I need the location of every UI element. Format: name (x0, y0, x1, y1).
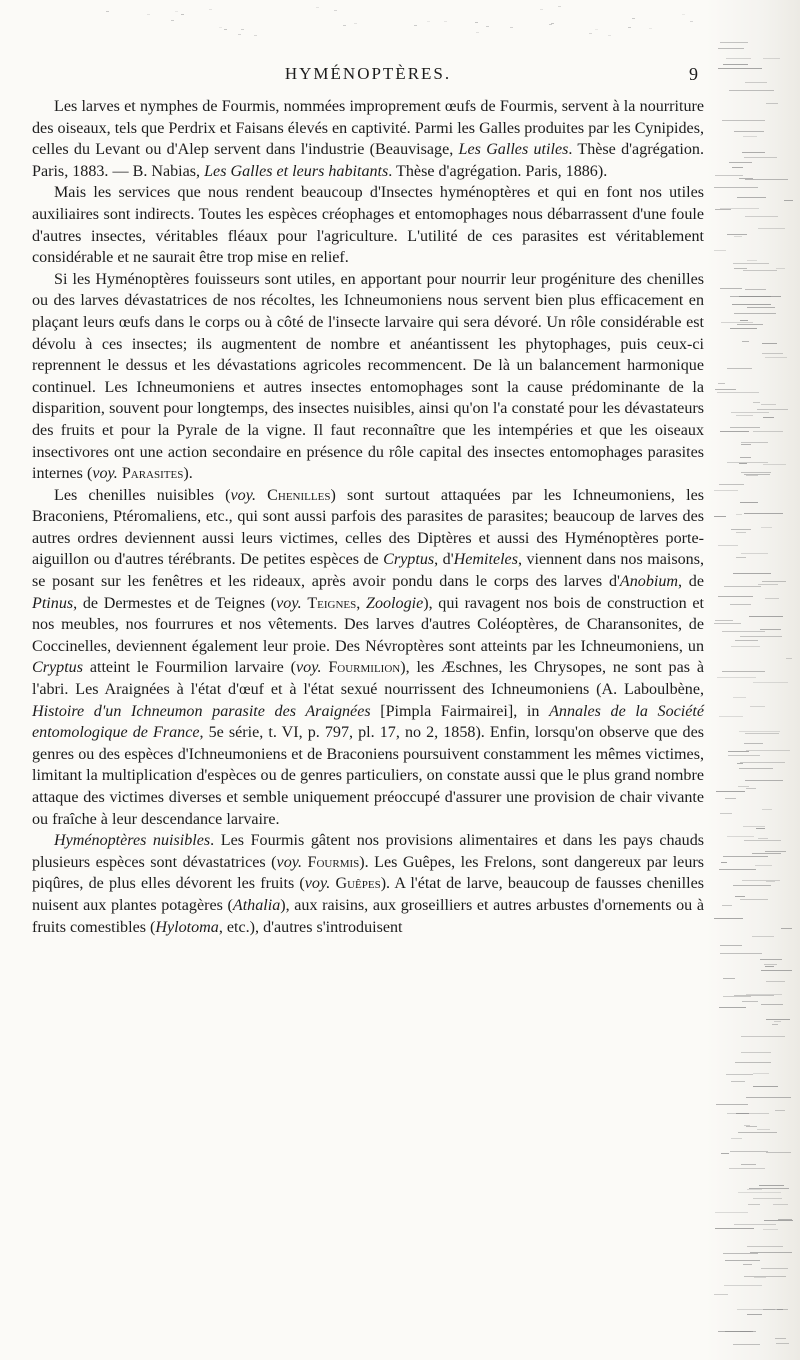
edge-mark (729, 162, 752, 163)
edge-mark (760, 959, 782, 960)
edge-mark (740, 502, 758, 503)
edge-mark (756, 828, 765, 829)
edge-mark (765, 598, 779, 599)
edge-mark (740, 320, 748, 321)
edge-mark (746, 475, 758, 476)
edge-mark (723, 856, 768, 857)
edge-mark (742, 1001, 758, 1002)
edge-mark (736, 557, 746, 558)
edge-mark (738, 1132, 777, 1133)
edge-mark (758, 584, 778, 585)
edge-mark (720, 42, 748, 43)
edge-mark (741, 444, 751, 445)
text-run: ), les Æschnes, les Chrysopes, ne sont pas à l'abri. Les Araignées à l'état d'œuf et à l'état sexué nourrissent des Ichneumoniens (A. Laboulbène, (32, 659, 704, 699)
edge-mark (750, 706, 765, 707)
small-caps-text: Fourmilion (328, 659, 401, 677)
edge-mark (714, 918, 743, 919)
italic-text: Anobium (619, 573, 679, 591)
edge-mark (728, 751, 749, 752)
text-run: , (356, 594, 366, 612)
edge-mark (719, 716, 743, 717)
edge-mark (722, 671, 765, 672)
edge-mark (735, 896, 745, 897)
text-run: [Pimpla Fairmairei], in (370, 702, 550, 720)
edge-mark (728, 755, 760, 756)
edge-mark (715, 209, 731, 210)
edge-mark (738, 1192, 781, 1193)
italic-text: Athalia (232, 896, 281, 914)
edge-mark (781, 928, 792, 929)
text-run: ), aux raisins, aux groseilliers et autres arbustes d'ornements ou à fruits comestibles ( (32, 896, 704, 936)
edge-mark (741, 1052, 771, 1053)
edge-mark (776, 268, 785, 269)
edge-mark (760, 629, 781, 630)
edge-mark (715, 1212, 748, 1213)
edge-mark (723, 996, 751, 997)
edge-mark (742, 880, 780, 881)
edge-mark (775, 1110, 785, 1111)
edge-mark (739, 178, 753, 179)
edge-mark (729, 90, 774, 91)
text-run: , viennent dans nos maisons, se posant sur les fenêtres et les rideaux, après avoir pondu dans le corps des larves d' (32, 551, 704, 591)
edge-mark (753, 1198, 782, 1199)
text-run: , d' (434, 551, 454, 569)
edge-mark (758, 838, 768, 839)
text-run: . Thèse d'agrégation. Paris, 1883. — B. Nabias, (32, 141, 704, 180)
italic-text: Ptinus (32, 594, 74, 612)
edge-mark (766, 981, 785, 982)
edge-mark (732, 304, 771, 305)
edge-mark (734, 313, 776, 314)
edge-mark (763, 464, 786, 465)
edge-mark (734, 131, 764, 132)
edge-mark (722, 631, 765, 632)
edge-mark (730, 427, 760, 428)
text-run: Les chenilles nuisibles ( (54, 486, 231, 504)
edge-mark (714, 623, 741, 624)
edge-mark (736, 1113, 749, 1114)
edge-mark (744, 743, 763, 744)
edge-mark (715, 1228, 754, 1229)
edge-mark (744, 840, 781, 841)
text-run: ). A l'état de larve, beaucoup de fausses chenilles nuisent aux plantes potagères ( (32, 875, 704, 914)
edge-mark (717, 677, 756, 678)
edge-mark (745, 780, 783, 781)
edge-mark (772, 1024, 778, 1025)
edge-mark (744, 513, 783, 514)
edge-mark (727, 836, 754, 837)
edge-mark (715, 389, 736, 390)
edge-mark (731, 1138, 742, 1139)
edge-mark (747, 307, 775, 308)
edge-mark (725, 798, 736, 799)
edge-mark (766, 881, 775, 882)
edge-mark (737, 324, 763, 325)
italic-text: voy. (276, 594, 302, 612)
edge-mark (746, 1097, 791, 1098)
edge-mark (764, 1220, 793, 1221)
edge-mark (733, 697, 746, 698)
paragraph (32, 485, 704, 831)
edge-mark (741, 1164, 756, 1165)
edge-mark (714, 516, 726, 517)
edge-mark (729, 1168, 765, 1169)
edge-mark (742, 341, 749, 342)
edge-mark (714, 187, 758, 188)
edge-mark (746, 750, 790, 751)
edge-mark (722, 905, 732, 906)
paragraph (32, 269, 704, 485)
text-run: ), qui ravagent nos bois de construction et nos meubles, nos fourrures et nos vêtements. Des larves d'autres Coléoptères, de Charansonites, de Coccinelles, deviennent également leur proie. Des Névroptères sont atteints par les Ichneumoniens, un (32, 594, 704, 655)
text-run: , 5e série, t. VI, p. 797, pl. 17, no 2, 1858). Enfin, lorsqu'on observe que des genres ou des espèces d'Ichneumoniens et de Braconiens poursuivent constamment les mêmes victimes, limitant la multiplication d'espèces ou de genres particuliers, on constate aussi que le plus grand nombre attaque des victimes diverses et semble uniquement préoccupé d'assurer une provision de chair vivante ou fraîche à leur descendance larvaire. (32, 724, 704, 828)
italic-text: voy. (296, 659, 322, 677)
edge-mark (720, 431, 749, 432)
edge-mark (749, 616, 783, 617)
edge-mark (743, 136, 757, 137)
edge-mark (747, 260, 757, 261)
edge-mark (730, 604, 751, 605)
edge-mark (731, 1081, 745, 1082)
edge-mark (740, 762, 785, 763)
edge-mark (748, 1204, 760, 1205)
italic-text: Histoire d'un Ichneumon parasite des Araignées (32, 702, 371, 720)
edge-mark (763, 58, 780, 59)
edge-mark (742, 152, 765, 153)
edge-mark (762, 581, 786, 582)
edge-mark (754, 1277, 766, 1278)
small-caps-text: Chenilles (267, 486, 331, 504)
edge-mark (746, 1126, 757, 1127)
edge-mark (724, 586, 761, 587)
edge-mark (723, 978, 735, 979)
text-run: ) sont surtout attaquées par les Ichneumoniens, les Braconiens, Ptéromaliens, etc., qui sont aussi parfois des parasites de parasites; beaucoup de larves des autres ordres deviennent aussi leurs victimes, celles des Diptères et aussi des Hyménoptères porte-aiguillon ou d'autres térébrants. De petites espèces de (32, 486, 704, 569)
edge-mark (736, 532, 746, 533)
edge-mark (745, 216, 778, 217)
edge-mark (720, 813, 732, 814)
edge-mark (725, 1260, 760, 1261)
page-edge-bleed (706, 0, 800, 1360)
edge-mark (765, 851, 786, 852)
edge-mark (743, 270, 777, 271)
edge-mark (762, 809, 772, 810)
edge-mark (718, 68, 762, 69)
small-caps-text: Guêpes (335, 875, 381, 893)
edge-mark (730, 328, 757, 329)
edge-mark (739, 463, 747, 464)
edge-mark (720, 953, 762, 954)
italic-text: Zoologie (366, 594, 424, 612)
paragraph (32, 830, 704, 938)
italic-text: Hylotoma (155, 918, 219, 936)
edge-mark (731, 646, 760, 647)
edge-mark (763, 1309, 788, 1310)
paragraph (32, 96, 704, 182)
running-title: HYMÉNOPTÈRES. (284, 64, 452, 83)
edge-mark (745, 179, 788, 180)
edge-mark (744, 157, 777, 158)
edge-mark (741, 1036, 785, 1037)
edge-mark (757, 409, 788, 410)
edge-mark (736, 514, 742, 515)
edge-mark (719, 484, 744, 485)
edge-mark (719, 869, 756, 870)
edge-mark (716, 1104, 748, 1105)
text-run: , de (678, 573, 704, 591)
edge-mark (753, 431, 783, 432)
edge-mark (716, 791, 745, 792)
edge-mark (718, 596, 753, 597)
text-run: . Les Fourmis gâtent nos provisions alimentaires et dans les pays chauds plusieurs espèces sont dévastatrices ( (32, 832, 705, 871)
edge-mark (734, 236, 742, 237)
edge-mark (740, 899, 768, 900)
paragraph (32, 182, 704, 268)
edge-mark (719, 1007, 746, 1008)
edge-mark (727, 462, 768, 463)
edge-mark (734, 268, 747, 269)
edge-mark (752, 853, 781, 854)
edge-mark (733, 885, 771, 886)
edge-mark (741, 472, 771, 473)
edge-mark (745, 289, 766, 290)
edge-mark (733, 1344, 760, 1345)
italic-text: Hyménoptères nuisibles (54, 832, 211, 850)
edge-mark (761, 1004, 783, 1005)
edge-mark (776, 1343, 789, 1344)
small-caps-text: Fourmis (307, 853, 360, 871)
italic-text: voy. (304, 875, 331, 893)
italic-text: voy. (276, 853, 303, 871)
edge-mark (786, 658, 792, 659)
page-body (32, 96, 704, 938)
edge-mark (765, 966, 774, 967)
edge-mark (714, 1294, 728, 1295)
edge-mark (741, 553, 768, 554)
edge-mark (737, 763, 743, 764)
edge-mark (731, 412, 769, 413)
edge-mark (761, 970, 792, 971)
edge-mark (765, 357, 787, 358)
italic-text: Les Galles et leurs habitants (204, 162, 389, 180)
text-run: atteint le Fourmilion larvaire ( (82, 659, 296, 677)
edge-mark (766, 103, 778, 104)
text-run: , de Dermestes et de Teignes ( (73, 594, 277, 612)
edge-mark (721, 862, 727, 863)
edge-mark (718, 48, 744, 49)
italic-text: Cryptus (383, 551, 435, 569)
edge-mark (745, 733, 779, 734)
edge-mark (736, 415, 753, 416)
edge-mark (743, 1264, 752, 1265)
edge-mark (761, 1268, 788, 1269)
edge-mark (753, 1086, 778, 1087)
edge-mark (715, 175, 743, 176)
small-caps-text: Teignes (307, 594, 357, 612)
edge-mark (773, 1204, 788, 1205)
edge-mark (721, 322, 753, 323)
edge-mark (726, 58, 751, 59)
edge-mark (740, 457, 751, 458)
text-run: Mais les services que nous rendent beaucoup d'Insectes hyménoptères et qui en font nos utiles auxiliaires sont indirects. Toutes les espèces créophages et entomophages nous débarrassent d'une foule d'autres insectes, véritables fléaux pour l'agriculture. L'utilité de ces parasites est véritablement considérable et ne saurait être trop mise en relief. (32, 184, 704, 267)
edge-mark (763, 1229, 778, 1230)
text-run: Si les Hyménoptères fouisseurs sont utiles, en apportant pour nourrir leur progéniture des chenilles ou des larves dévastatrices de nos récoltes, les Ichneumoniens nous servent bien plus efficacement en plaçant leurs œufs dans le corps ou à côté de l'insecte larvaire qui sera dévoré. Un rôle considérable est dévolu à ces insectes; ils augmentent de nombre et anéantissent les phytophages, puis ceux-ci reprennent le dessus et les dévastations agricoles recommencent. De là un balancement harmonique continuel. Les Ichneumoniens et autres insectes entomophages sont la cause prédominante de la disparition, souvent pour longtemps, des insectes nuisibles, ainsi qu'on l'a constaté pour les dévastateurs des fruits et pour la Pyrale de la vigne. Il faut reconnaître que les intempéries et que les oiseaux insectivores ont une action secondaire en présence du rôle capital des insectes entomophages parasites internes ( (32, 270, 704, 483)
edge-mark (739, 731, 780, 732)
edge-mark (726, 1074, 753, 1075)
edge-mark (759, 1185, 784, 1186)
edge-mark (753, 682, 788, 683)
edge-mark (747, 1314, 762, 1315)
edge-mark (740, 1331, 751, 1332)
edge-mark (784, 200, 793, 201)
italic-text: Annales de la Société entomologique de France (32, 702, 704, 742)
italic-text: Hemiteles (453, 551, 518, 569)
edge-mark (762, 343, 777, 344)
edge-mark (733, 573, 771, 574)
page-number: 9 (689, 64, 698, 84)
edge-mark (763, 417, 774, 418)
edge-mark (764, 964, 777, 965)
italic-text: voy. (230, 486, 256, 504)
edge-mark (747, 1246, 783, 1247)
edge-mark (746, 788, 756, 789)
edge-mark (723, 1253, 758, 1254)
edge-mark (727, 368, 752, 369)
page-header (32, 64, 704, 90)
edge-mark (737, 197, 766, 198)
edge-mark (740, 636, 782, 637)
edge-mark (714, 490, 738, 491)
edge-mark (714, 250, 726, 251)
italic-text: voy. (92, 465, 118, 483)
book-page (32, 0, 704, 1360)
edge-mark (766, 1152, 791, 1153)
edge-mark (755, 865, 772, 866)
text-run: , etc.), d'autres s'introduisent (218, 918, 403, 936)
edge-mark (732, 167, 743, 168)
edge-mark (747, 1189, 762, 1190)
edge-mark (718, 545, 738, 546)
edge-mark (724, 1285, 762, 1286)
edge-mark (722, 120, 765, 121)
edge-mark (720, 288, 742, 289)
edge-mark (745, 82, 767, 83)
edge-mark (723, 64, 748, 65)
edge-mark (758, 228, 785, 229)
edge-mark (733, 263, 769, 264)
edge-mark (775, 1338, 786, 1339)
edge-mark (727, 234, 747, 235)
edge-mark (741, 442, 768, 443)
edge-mark (744, 474, 770, 475)
edge-mark (735, 640, 758, 641)
edge-mark (766, 1019, 790, 1020)
text-run: Les larves et nymphes de Fourmis, nommées improprement œufs de Fourmis, servent à la nourriture des oiseaux, tels que Perdrix et Faisans élevés en captivité. Parmi les Galles produites par les Cynipides, celles du Levant ou d'Alep servent dans l'industrie (Beauvisage, (32, 98, 704, 159)
edge-mark (734, 1224, 776, 1225)
small-caps-text: Parasites (121, 465, 184, 483)
text-run: ). (183, 465, 193, 483)
edge-mark (743, 826, 765, 827)
edge-mark (762, 353, 783, 354)
italic-text: Cryptus (32, 659, 83, 677)
edge-mark (739, 768, 773, 769)
edge-mark (777, 1309, 783, 1310)
edge-mark (718, 383, 725, 384)
edge-mark (753, 1073, 769, 1074)
edge-mark (774, 1021, 781, 1022)
edge-mark (730, 1151, 768, 1152)
edge-mark (720, 208, 759, 209)
edge-mark (715, 620, 733, 621)
edge-mark (753, 402, 760, 403)
edge-mark (761, 527, 772, 528)
text-run: . Thèse d'agrégation. Paris, 1886). (388, 162, 608, 180)
italic-text: Les Galles utiles (458, 141, 569, 159)
edge-mark (721, 1153, 729, 1154)
edge-mark (731, 529, 751, 530)
edge-mark (730, 296, 771, 297)
edge-mark (720, 945, 742, 946)
edge-mark (752, 936, 774, 937)
edge-mark (761, 404, 776, 405)
edge-mark (735, 1062, 771, 1063)
edge-mark (757, 1129, 770, 1130)
text-run (256, 487, 267, 504)
text-run: ). Les Guêpes, les Frelons, sont dangereux par leurs piqûres, de plus elles dévorent les fruits ( (32, 853, 704, 893)
edge-mark (717, 392, 759, 393)
edge-mark (738, 786, 749, 787)
